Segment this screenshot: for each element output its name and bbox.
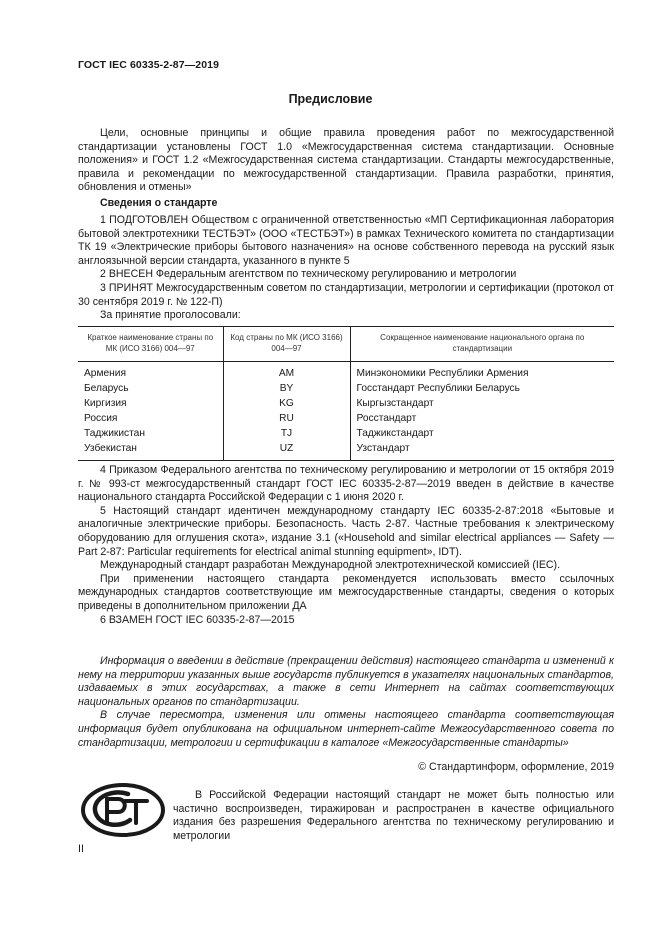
item-5-references-paragraph: При применении настоящего стандарта рекомендуется использовать вместо ссылочных международных стандартов соответствующие им межгосударственные стандарты, сведения о которых приведены в дополнительном приложении ДА	[78, 572, 614, 612]
column-header-body: Сокращенное наименование национального органа по стандартизации	[350, 327, 614, 362]
body-cell: Узстандарт	[350, 441, 614, 461]
body-cell: Таджикстандарт	[350, 426, 614, 441]
document-id-header: ГОСТ IEC 60335-2-87—2019	[78, 59, 220, 71]
info-paragraph-2: В случае пересмотра, изменения или отмены настоящего стандарта соответствующая информация будет опубликована на официальном интернет-сайте Межгосударственного совета по стандартизации, метрологии и сертификации в каталоге «Межгосударственные стандарты»	[78, 709, 614, 749]
info-paragraph-1: Информация о введении в действие (прекращении действия) настоящего стандарта и изменений к нему на территории указанных выше государств публикуется в указателях национальных стандартов, издаваемых в этих государствах, а также в сети Интернет на сайтах соответствующих национальных органов по стандартизации.	[78, 655, 614, 708]
country-cell: Узбекистан	[84, 443, 137, 454]
code-cell: BY	[223, 381, 350, 396]
intro-paragraph: Цели, основные принципы и общие правила проведения работ по межгосударственной стандартизации установлены ГОСТ 1.0 «Межгосударственная система стандартизации. Основные положения» и ГОСТ 1.2 «Межгосударственная система стандартизации. Стандарты межгосударственные, правила и рекомендации по межгосударственной стандартизации. Правила разработки, принятия, обновления и отмены»	[78, 127, 614, 194]
column-header-code: Код страны по МК (ИСО 3166) 004—97	[223, 327, 350, 362]
standard-info-block	[78, 214, 614, 323]
page-title: Предисловие	[288, 92, 373, 106]
code-cell: UZ	[223, 441, 350, 461]
country-cell: Россия	[84, 413, 118, 424]
item-2-paragraph: 2 ВНЕСЕН Федеральным агентством по техническому регулированию и метрологии	[100, 268, 517, 281]
countries-table	[78, 326, 614, 461]
table-row	[78, 441, 614, 461]
rst-mark-logo	[80, 782, 166, 838]
enactment-block	[78, 464, 614, 627]
reproduction-notice	[173, 789, 614, 843]
section-title: Сведения о стандарте	[100, 197, 218, 209]
code-cell: RU	[223, 411, 350, 426]
country-cell: Таджикистан	[84, 428, 145, 439]
voting-caption: За принятие проголосовали:	[100, 309, 241, 322]
item-5-paragraph: 5 Настоящий стандарт идентичен международному стандарту IEC 60335-2-87:2018 «Бытовые и аналогичные электрические приборы. Безопасность. Часть 2-87. Частные требования к электрическому оборудованию для оглушения скота», издание 3.1 («Household and similar electrical appliances — Safety — Part 2-87: Particular requirements for electrical animal stunning equipment», IDT).	[78, 504, 614, 558]
publication-info-block	[78, 655, 614, 750]
copyright-line: © Стандартинформ, оформление, 2019	[418, 761, 614, 773]
country-cell: Киргизия	[84, 398, 127, 409]
table-row	[78, 411, 614, 426]
table-row	[78, 362, 614, 382]
code-cell: TJ	[223, 426, 350, 441]
item-5-developer-paragraph: Международный стандарт разработан Международной электротехнической комиссией (IEC).	[100, 559, 561, 572]
body-cell: Росстандарт	[350, 411, 614, 426]
item-4-paragraph: 4 Приказом Федерального агентства по техническому регулированию и метрологии от 15 октября 2019 г. № 993-ст межгосударственный стандарт ГОСТ IEC 60335-2-87—2019 введен в действие в качестве национального стандарта Российской Федерации с 1 июня 2020 г.	[78, 464, 614, 504]
body-cell: Госстандарт Республики Беларусь	[350, 381, 614, 396]
item-6-paragraph: 6 ВЗАМЕН ГОСТ IEC 60335-2-87—2015	[100, 613, 295, 626]
column-header-country: Краткое наименование страны по МК (ИСО 3166) 004—97	[78, 327, 223, 362]
code-cell: AM	[223, 362, 350, 382]
page-number: II	[78, 843, 84, 855]
table-row	[78, 381, 614, 396]
table-row	[78, 396, 614, 411]
table-row	[78, 426, 614, 441]
intro-block	[78, 127, 614, 195]
body-cell: Минэкономики Республики Армения	[350, 362, 614, 382]
country-cell: Армения	[84, 368, 126, 379]
body-cell: Кыргызстандарт	[350, 396, 614, 411]
notice-paragraph: В Российской Федерации настоящий стандарт не может быть полностью или частично воспроизведен, тиражирован и распространен в качестве официального издания без разрешения Федерального агентства по техническому регулированию и метрологии	[173, 789, 614, 842]
code-cell: KG	[223, 396, 350, 411]
country-cell: Беларусь	[84, 383, 129, 394]
item-3-paragraph: 3 ПРИНЯТ Межгосударственным советом по стандартизации, метрологии и сертификации (протокол от 30 сентября 2019 г. № 122-П)	[78, 281, 614, 308]
table-header-row	[78, 327, 614, 362]
item-1-paragraph: 1 ПОДГОТОВЛЕН Обществом с ограниченной ответственностью «МП Сертификационная лаборатория бытовой электротехники ТЕСТБЭТ» (ООО «ТЕСТБЭТ») в рамках Технического комитета по стандартизации ТК 19 «Электрические приборы бытового назначения» на основе собственного перевода на русский язык англоязычной версии стандарта, указанного в пункте 5	[78, 214, 614, 267]
